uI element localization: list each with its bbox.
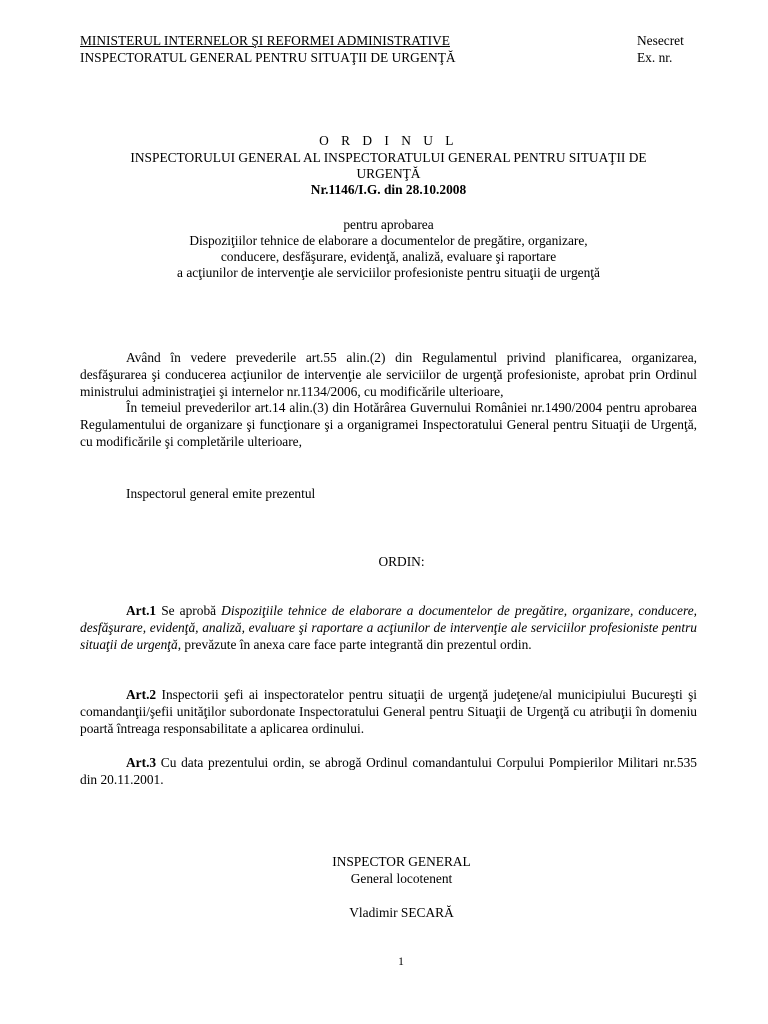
- article-text: Cu data prezentului ordin, se abrogă Ordinul comandantului Corpului Pompierilor Militari nr.535 din 20.11.2001.: [80, 755, 697, 787]
- signatory-rank: General locotenent: [350, 871, 453, 886]
- article-text: Inspectorii şefi ai inspectoratelor pentru situaţii de urgenţă judeţene/al municipiului Bucureşti şi comandanţii/şefii unităţilor subordonate Inspectoratului General pentru Situaţii de Urgenţă cu atribuţii în domeniu poartă întreaga responsabilitate a aplicarea ordinului.: [80, 687, 697, 736]
- article-1: [80, 603, 697, 653]
- article-3: [80, 755, 697, 789]
- ministry-name: MINISTERUL INTERNELOR ŞI REFORMEI ADMINISTRATIVE: [80, 33, 450, 48]
- preamble-paragraph: Inspectorul general emite prezentul: [126, 486, 316, 501]
- article-text: Se aprobă: [156, 603, 222, 618]
- classification-label: Nesecret: [637, 33, 684, 48]
- issuing-authority: [80, 33, 456, 67]
- article-label: Art.3: [126, 755, 157, 770]
- article-text: , prevăzute în anexa care face parte integrantă din prezentul ordin.: [177, 636, 532, 652]
- order-title: [80, 133, 697, 198]
- ordin-heading: ORDIN:: [378, 554, 425, 569]
- page-number: 1: [398, 956, 404, 968]
- signatory-name: Vladimir SECARĂ: [349, 905, 454, 920]
- order-number: Nr.1146/I.G. din 28.10.2008: [310, 182, 467, 197]
- inspectorate-name: INSPECTORATUL GENERAL PENTRU SITUAŢII DE URGENŢĂ: [80, 50, 456, 65]
- article-label: Art.1: [126, 603, 157, 618]
- title-issuer-line2: URGENŢĂ: [356, 166, 421, 181]
- preamble-paragraph: În temeiul prevederilor art.14 alin.(3) din Hotărârea Guvernului României nr.1490/2004 pentru aprobarea Regulamentului de organizare şi funcţionare şi a organigramei Inspectoratului General pentru Situaţii de Urgenţă, cu modificările şi completările ulterioare,: [80, 400, 697, 449]
- subject-line: a acţiunilor de intervenţie ale serviciilor profesioniste pentru situaţii de urgenţă: [177, 265, 600, 280]
- article-text-italic: Dispoziţiile tehnice de elaborare a documentelor de pregătire, organizare, conducere, desfăşurare, evidenţă, analiză, evaluare şi raportare a acţiunilor de intervenţie ale serviciilor profesioniste pentru situaţii de urgenţă: [80, 603, 697, 652]
- subject-line: pentru aprobarea: [343, 217, 434, 232]
- article-label: Art.2: [126, 687, 157, 702]
- title-ordinul: O R D I N U L: [319, 133, 458, 148]
- article-2: [80, 687, 697, 737]
- subject-line: Dispoziţiilor tehnice de elaborare a documentelor de pregătire, organizare,: [189, 233, 588, 248]
- subject-line: conducere, desfăşurare, evidenţă, analiză, evaluare şi raportare: [220, 249, 557, 264]
- title-issuer-line1: INSPECTORULUI GENERAL AL INSPECTORATULUI GENERAL PENTRU SITUAŢII DE: [130, 150, 647, 165]
- order-subject: [80, 217, 697, 281]
- document-classification: [637, 33, 684, 67]
- signatory-position: INSPECTOR GENERAL: [332, 854, 471, 869]
- ordin-heading-block: [80, 554, 723, 571]
- signature-block: [80, 854, 723, 922]
- preamble-paragraph: Având în vedere prevederile art.55 alin.(2) din Regulamentul privind planificarea, organizarea, desfăşurarea şi conducerea acţiunilor de intervenţie ale serviciilor de urgenţă profesioniste, aprobat prin Ordinul ministrului administraţiei şi internelor nr.1134/2006, cu modificările ulterioare,: [80, 350, 697, 399]
- preamble: [80, 350, 697, 451]
- issuer-statement: [80, 486, 697, 503]
- copy-number-label: Ex. nr.: [637, 50, 673, 65]
